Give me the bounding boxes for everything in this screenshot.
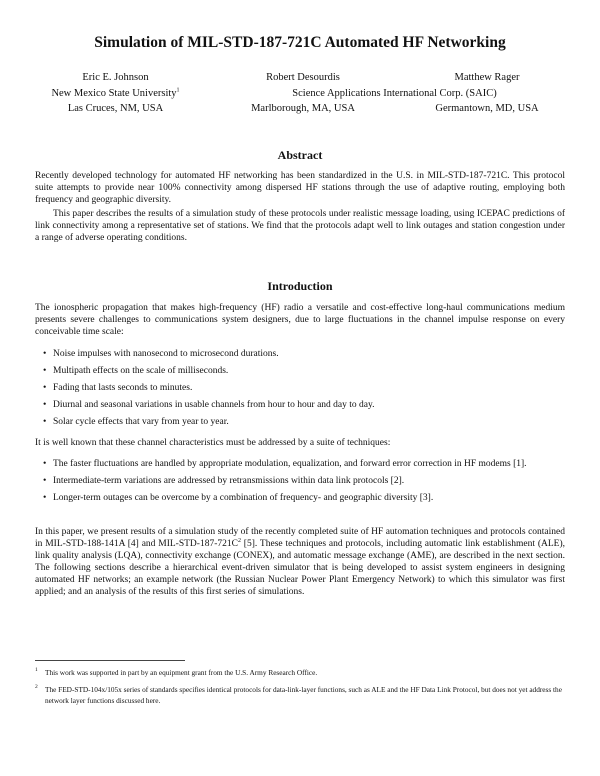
list-item: • The faster fluctuations are handled by appropriate modulation, equalization, and forward error correction in HF modems [1]. [43, 459, 527, 469]
list-item: • Solar cycle effects that vary from year to year. [43, 417, 229, 428]
bullet-icon: • [43, 383, 47, 394]
bullet-icon: • [43, 417, 47, 428]
bullet-icon: • [43, 400, 47, 411]
footnote-2: 2 The FED-STD-104x/105x series of standards specifies identical protocols for data-link-layer functions, such as ALE and the HF Data Link Protocol, but does not yet address the network layer functions discussed here. [35, 684, 562, 705]
list-item: • Longer-term outages can be overcome by a combination of frequency- and geographic diversity [3]. [43, 493, 434, 504]
author-affiliations-row [28, 86, 576, 102]
footnote-mark-2: 2 [237, 537, 241, 544]
author-location-2: Marlborough, MA, USA [251, 103, 355, 114]
intro-paragraph-1: The ionospheric propagation that makes high-frequency (HF) radio a versatile and cost-effective long-haul communications medium presents severe challenges to communications system designers, due to large fluctuations in the channel impulse response on every conceivable time scale: [35, 303, 565, 338]
techniques-list [35, 458, 565, 509]
list-item: • Fading that lasts seconds to minutes. [43, 383, 193, 394]
abstract-paragraph-1: Recently developed technology for automated HF networking has been standardized in the U.S. in MIL-STD-187-721C. This protocol suite attempts to provide near 100% connectivity among dispersed HF stations through the use of adaptive routing, employing both frequency and geographic diversity. [35, 171, 565, 206]
author-block [28, 70, 576, 117]
abstract-paragraph-2: This paper describes the results of a simulation study of these protocols under realistic message loading, using ICEPAC predictions of link connectivity among a representative set of stations. We find that the protocols adapt well to link outages and station congestion under a range of adverse operating conditions. [35, 209, 565, 244]
intro-paragraph-2: It is well known that these channel characteristics must be addressed by a suite of techniques: [35, 438, 391, 448]
intro-paragraph-3: In this paper, we present results of a simulation study of the recently completed suite of HF automation techniques and protocols contained in MIL-STD-188-141A [4] and MIL-$STD-187-721C^2$ [5]. These techniques and protocols, including automatic link establishment (ALE), link quality analysis (LQA), connectivity exchange (CONEX), and automatic message exchange (AME), are described in the next section. The following sections describe a hierarchical event-driven simulator that is being developed to assist system engineers in designing automated HF networks; an example network (the Russian Nuclear Power Plant Emergency Network) to which this simulator was first applied; and an analysis of the results of this first series of simulations. [35, 527, 565, 598]
introduction-heading: Introduction [267, 279, 333, 293]
author-affiliation-1: New Mexico State University$^1$ [51, 87, 180, 99]
paper-title: Simulation of MIL-STD-187-721C Automated HF Networking [94, 34, 506, 51]
bullet-icon: • [43, 493, 47, 504]
list-item: • Multipath effects on the scale of milliseconds. [43, 366, 229, 377]
author-names-row [28, 70, 576, 86]
abstract-heading: Abstract [277, 148, 323, 162]
bullet-icon: • [43, 459, 47, 469]
list-item: • Intermediate-term variations are addressed by retransmissions within data link protocols [2]. [43, 476, 405, 487]
author-name-2: Robert Desourdis [266, 72, 340, 83]
author-name-3: Matthew Rager [454, 72, 520, 83]
footnote-1: 1 This work was supported in part by an equipment grant from the U.S. Army Research Office. [35, 667, 318, 677]
bullet-icon: • [43, 366, 47, 377]
channel-effects-list [35, 348, 565, 433]
footnote-divider [35, 660, 185, 661]
author-affiliation-shared: Science Applications International Corp. (SAIC) [292, 87, 497, 99]
footnote-mark-1: 1 [176, 87, 180, 93]
author-locations-row [28, 101, 576, 117]
author-name-1: Eric E. Johnson [82, 72, 149, 83]
author-location-3: Germantown, MD, USA [435, 103, 539, 114]
list-item: • Noise impulses with nanosecond to microsecond durations. [43, 349, 279, 359]
author-location-1: Las Cruces, NM, USA [67, 103, 164, 114]
list-item: • Diurnal and seasonal variations in usable channels from hour to hour and day to day. [43, 400, 375, 411]
bullet-icon: • [43, 476, 47, 487]
bullet-icon: • [43, 349, 47, 359]
